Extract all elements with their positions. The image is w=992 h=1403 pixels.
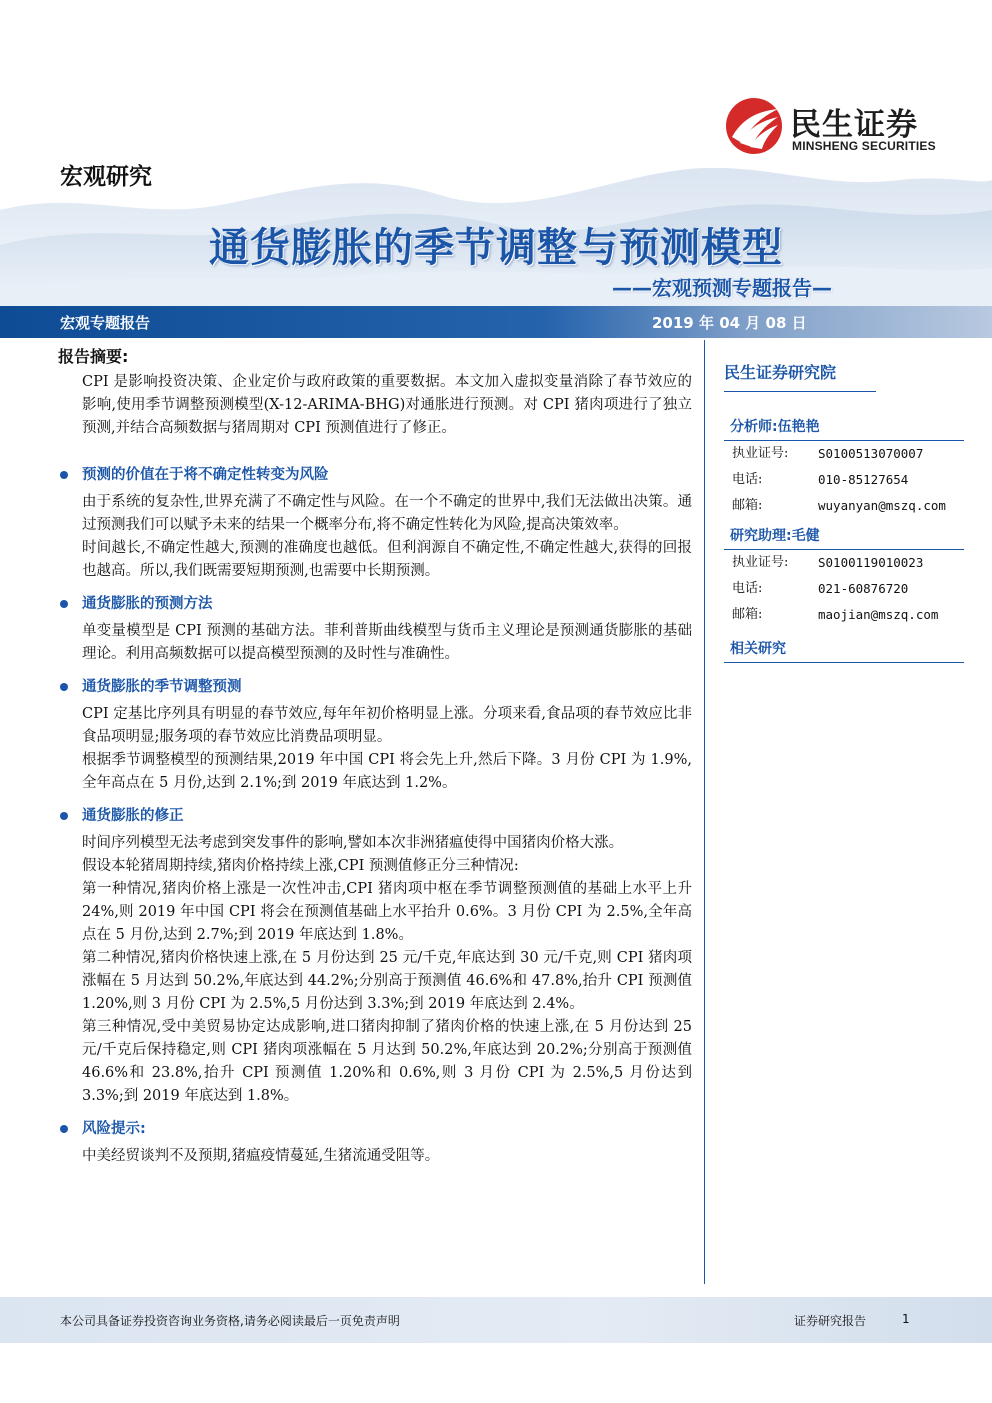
section-paragraph: CPI 定基比序列具有明显的春节效应,每年年初价格明显上涨。分项来看,食品项的春节效应比非食品项明显;服务项的春节效应比消费品项明显。 <box>82 706 692 745</box>
section-paragraph: 时间序列模型无法考虑到突发事件的影响,譬如本次非洲猪瘟使得中国猪肉价格大涨。 <box>82 835 624 851</box>
section-heading-text: 风险提示: <box>82 1121 146 1137</box>
page-footer <box>0 1297 992 1343</box>
author-sidebar <box>724 356 964 663</box>
abstract-title: 报告摘要: <box>58 347 129 366</box>
analyst-label: 分析师:伍艳艳 <box>724 410 964 441</box>
report-type: 宏观专题报告 <box>60 314 151 332</box>
abstract-intro: CPI 是影响投资决策、企业定价与政府政策的重要数据。本文加入虚拟变量消除了春节效应的影响,使用季节调整预测模型(X-12-ARIMA-BHG)对通胀进行预测。对 CPI 猪肉项进行了独立预测,并结合高频数据与猪周期对 CPI 预测值进行了修正。 <box>82 374 692 436</box>
section-paragraph: 中美经贸谈判不及预期,猪瘟疫情蔓延,生猪流通受阻等。 <box>82 1148 440 1164</box>
section-heading-text: 通货膨胀的预测方法 <box>82 596 213 612</box>
logo-name-cn: 民生证券 <box>790 107 918 143</box>
bullet-icon <box>60 1125 68 1133</box>
header-banner <box>0 306 992 338</box>
section-heading <box>58 805 692 827</box>
assistant-email: 邮箱: maojian@mszq.com <box>724 602 964 628</box>
column-divider <box>704 340 705 1284</box>
analyst-phone: 电话: 010-85127654 <box>732 472 909 487</box>
related-research-label: 相关研究 <box>724 632 964 663</box>
section-paragraph: 第三种情况,受中美贸易协定达成影响,进口猪肉抑制了猪肉价格的快速上涨,在 5 月份达到 25 元/千克后保持稳定,则 CPI 猪肉项涨幅在 5 月达到 50.2%,年底达到 20.2%;分别高于预测值 46.6%和 23.8%,抬升 CPI 预测值 1.20%和 0.6%,则 3 月份 CPI 为 2.5%,5 月份达到 3.3%;到 2019 年底达到 1.8%。 <box>82 1019 692 1104</box>
report-subtitle: ——宏观预测专题报告— <box>612 276 832 300</box>
bullet-icon <box>60 471 68 479</box>
section-paragraph: 时间越长,不确定性越大,预测的准确度也越低。但利润源自不确定性,不确定性越大,获得的回报也越高。所以,我们既需要短期预测,也需要中长期预测。 <box>82 540 692 579</box>
abstract-column <box>58 344 692 1168</box>
section-paragraph: 单变量模型是 CPI 预测的基础方法。菲利普斯曲线模型与货币主义理论是预测通货膨胀的基础理论。利用高频数据可以提高模型预测的及时性与准确性。 <box>82 623 692 662</box>
section-heading <box>58 1118 692 1140</box>
section-heading <box>58 676 692 698</box>
analyst-email: 邮箱: wuyanyan@mszq.com <box>724 493 964 519</box>
page-number: 1 <box>902 1312 910 1326</box>
company-logo <box>724 97 954 157</box>
disclaimer-note: 本公司具备证券投资咨询业务资格,请务必阅读最后一页免责声明 <box>60 1314 400 1328</box>
assistant-license: 执业证号: S0100119010023 <box>732 555 924 570</box>
section-paragraph: 第一种情况,猪肉价格上涨是一次性冲击,CPI 猪肉项中枢在季节调整预测值的基础上水平上升 24%,则 2019 年中国 CPI 将会在预测值基础上水平抬升 0.6%。3 月份 CPI 为 2.5%,全年高点在 5 月份,达到 2.7%;到 2019 年底达到 1.8%。 <box>82 881 692 943</box>
report-date: 2019 年 04 月 08 日 <box>652 314 807 332</box>
section-heading <box>58 593 692 615</box>
institute-name: 民生证券研究院 <box>724 356 876 392</box>
assistant-phone: 电话: 021-60876720 <box>732 581 909 596</box>
section-paragraph: 第二种情况,猪肉价格快速上涨,在 5 月份达到 25 元/千克,年底达到 30 元/千克,则 CPI 猪肉项涨幅在 5 月达到 50.2%,年底达到 44.2%;分别高于预测值 46.6%和 47.8%,抬升 CPI 预测值 1.20%,则 3 月份 CPI 为 2.5%,5 月份达到 3.3%;到 2019 年底达到 2.4%。 <box>82 950 692 1012</box>
bullet-icon <box>60 812 68 820</box>
analyst-license: 执业证号: S0100513070007 <box>732 446 924 461</box>
assistant-label: 研究助理:毛健 <box>724 519 964 550</box>
section-heading <box>58 464 692 486</box>
section-heading-text: 预测的价值在于将不确定性转变为风险 <box>82 467 329 483</box>
report-title: 通货膨胀的季节调整与预测模型 <box>209 225 783 271</box>
section-1 <box>58 464 692 583</box>
section-paragraph: 假设本轮猪周期持续,猪肉价格持续上涨,CPI 预测值修正分三种情况: <box>82 858 519 874</box>
bullet-icon <box>60 600 68 608</box>
minsheng-logo-icon <box>724 97 784 155</box>
section-paragraph: 由于系统的复杂性,世界充满了不确定性与风险。在一个不确定的世界中,我们无法做出决策。通过预测我们可以赋予未来的结果一个概率分布,将不确定性转化为风险,提高决策效率。 <box>82 494 692 533</box>
footer-doc-type: 证券研究报告 <box>794 1314 867 1328</box>
section-2 <box>58 593 692 666</box>
logo-name-en: MINSHENG SECURITIES <box>792 139 936 153</box>
section-heading-text: 通货膨胀的修正 <box>82 808 184 824</box>
section-4 <box>58 805 692 1108</box>
section-heading-text: 通货膨胀的季节调整预测 <box>82 679 242 695</box>
report-category: 宏观研究 <box>60 164 152 190</box>
bullet-icon <box>60 683 68 691</box>
section-3 <box>58 676 692 795</box>
section-5 <box>58 1118 692 1168</box>
assistant-email-link[interactable]: maojian@mszq.com <box>818 607 939 622</box>
section-paragraph: 根据季节调整模型的预测结果,2019 年中国 CPI 将会先上升,然后下降。3 月份 CPI 为 1.9%,全年高点在 5 月份,达到 2.1%;到 2019 年底达到 1.2%。 <box>82 752 692 791</box>
analyst-email-link[interactable]: wuyanyan@mszq.com <box>818 498 946 513</box>
